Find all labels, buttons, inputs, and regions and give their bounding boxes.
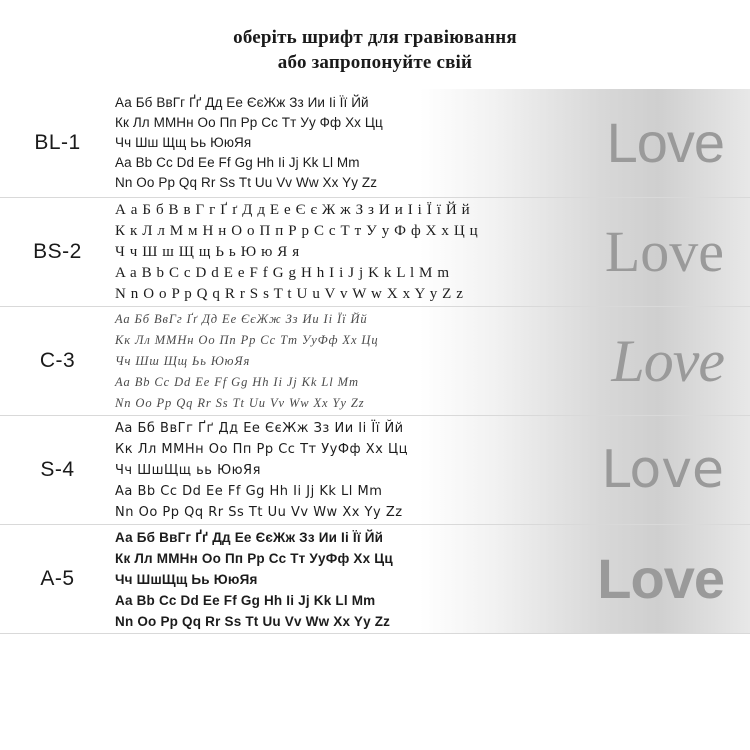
sample-line: Аа Бб ВвГг Ґґ Дд Ее ЄєЖж Зз Ии Іі Її Йй bbox=[115, 311, 368, 326]
sample-line: Кк Лл ММНн Оо Пп Рр Сс Тт УуФф Хх Цц bbox=[115, 550, 393, 566]
sample-line: N n O o P p Q q R r S s T t U u V v W w X x Y y Z z bbox=[115, 285, 464, 302]
sample-line: Чч Шш Щщ Ьь ЮюЯя bbox=[115, 135, 252, 151]
sample-line: Аа Бб ВвГг Ґґ Дд Ее ЄєЖж Зз Ии Іі Її Йй bbox=[115, 529, 384, 545]
sample-line: Кк Лл ММНн Оо Пп Рр Сс Тт Уу Фф Хх Цц bbox=[115, 115, 383, 131]
sample-line: Nn Oo Pp Qq Rr Ss Tt Uu Vv Ww Xx Yy Zz bbox=[115, 395, 365, 410]
sample-line: Чч Шш Щщ Ьь ЮюЯя bbox=[115, 353, 251, 368]
sample-line: Кк Лл ММНн Оо Пп Рр Сс Тт УуФф Хх Цц bbox=[115, 441, 408, 457]
font-code-a-5: A-5 bbox=[40, 567, 75, 591]
sample-line: Nn Oo Pp Qq Rr Ss Tt Uu Vv Ww Xx Yy Zz bbox=[115, 175, 378, 191]
font-sample-a-5 bbox=[115, 527, 750, 632]
sample-line: Кк Лл ММНн Оо Пп Рр Сс Тт УуФф Хх Цц bbox=[115, 332, 379, 347]
font-row-a-5[interactable] bbox=[0, 524, 750, 634]
font-row-bl-1[interactable] bbox=[0, 89, 750, 197]
sample-line: Чч ШшЩщ ьь ЮюЯя bbox=[115, 462, 261, 478]
font-list bbox=[0, 89, 750, 634]
sample-line: Аа Бб ВвГг Ґґ Дд Ее ЄєЖж Зз Ии Іі Її Йй bbox=[115, 95, 369, 111]
sample-line: К к Л л М м Н н О о П п Р р С с Т т У у Ф ф Х х Ц ц bbox=[115, 222, 479, 239]
font-row-c-3[interactable] bbox=[0, 306, 750, 415]
preview-word-a-5: Love bbox=[597, 547, 724, 611]
font-sample-bl-1 bbox=[115, 93, 750, 193]
sample-line: Aa Bb Cc Dd Ee Ff Gg Hh Ii Jj Kk Ll Mm bbox=[115, 592, 376, 608]
sample-line: Aa Bb Cc Dd Ee Ff Gg Hh Ii Jj Kk Ll Mm bbox=[115, 155, 360, 171]
font-code-s-4: S-4 bbox=[40, 458, 75, 482]
font-row-s-4[interactable] bbox=[0, 415, 750, 524]
sample-line: Чч ШшЩщ Ьь ЮюЯя bbox=[115, 571, 258, 587]
sample-line: Aa Bb Cc Dd Ee Ff Gg Hh Ii Jj Kk Ll Mm bbox=[115, 374, 359, 389]
preview-word-bs-2: Love bbox=[604, 219, 724, 285]
sample-line: Ч ч Ш ш Щ щ Ь ь Ю ю Я я bbox=[115, 243, 300, 260]
sample-line: Nn Oo Pp Qq Rr Ss Tt Uu Vv Ww Xx Yy Zz bbox=[115, 613, 391, 629]
font-code-c-3: C-3 bbox=[39, 349, 76, 373]
page-title bbox=[0, 0, 750, 75]
preview-word-s-4: Love bbox=[601, 440, 724, 501]
sample-line: A a B b C c D d E e F f G g H h I i J j K k L l M m bbox=[115, 264, 450, 281]
preview-word-c-3: Love bbox=[611, 328, 724, 395]
font-sample-c-3 bbox=[115, 309, 750, 414]
sample-line: Nn Oo Pp Qq Rr Ss Tt Uu Vv Ww Xx Yy Zz bbox=[115, 504, 403, 520]
font-row-bs-2[interactable] bbox=[0, 197, 750, 306]
font-code-bs-2: BS-2 bbox=[33, 240, 82, 264]
page-title-line-2: або запропонуйте свій bbox=[277, 51, 473, 73]
page-title-line-1: оберіть шрифт для гравіювання bbox=[233, 27, 517, 48]
font-sample-bs-2 bbox=[115, 200, 750, 305]
sample-line: Aa Bb Cc Dd Ee Ff Gg Hh Ii Jj Kk Ll Mm bbox=[115, 483, 383, 499]
preview-word-bl-1: Love bbox=[606, 111, 724, 175]
sample-line: Аа Бб ВвГг Ґґ Дд Ее ЄєЖж Зз Ии Іі Її Йй bbox=[115, 420, 404, 436]
font-sample-s-4 bbox=[115, 418, 750, 523]
font-code-bl-1: BL-1 bbox=[34, 131, 81, 155]
sample-line: А а Б б В в Г г Ґ ґ Д д Е е Є є Ж ж З з И и І і Ї ї Й й bbox=[115, 201, 471, 218]
